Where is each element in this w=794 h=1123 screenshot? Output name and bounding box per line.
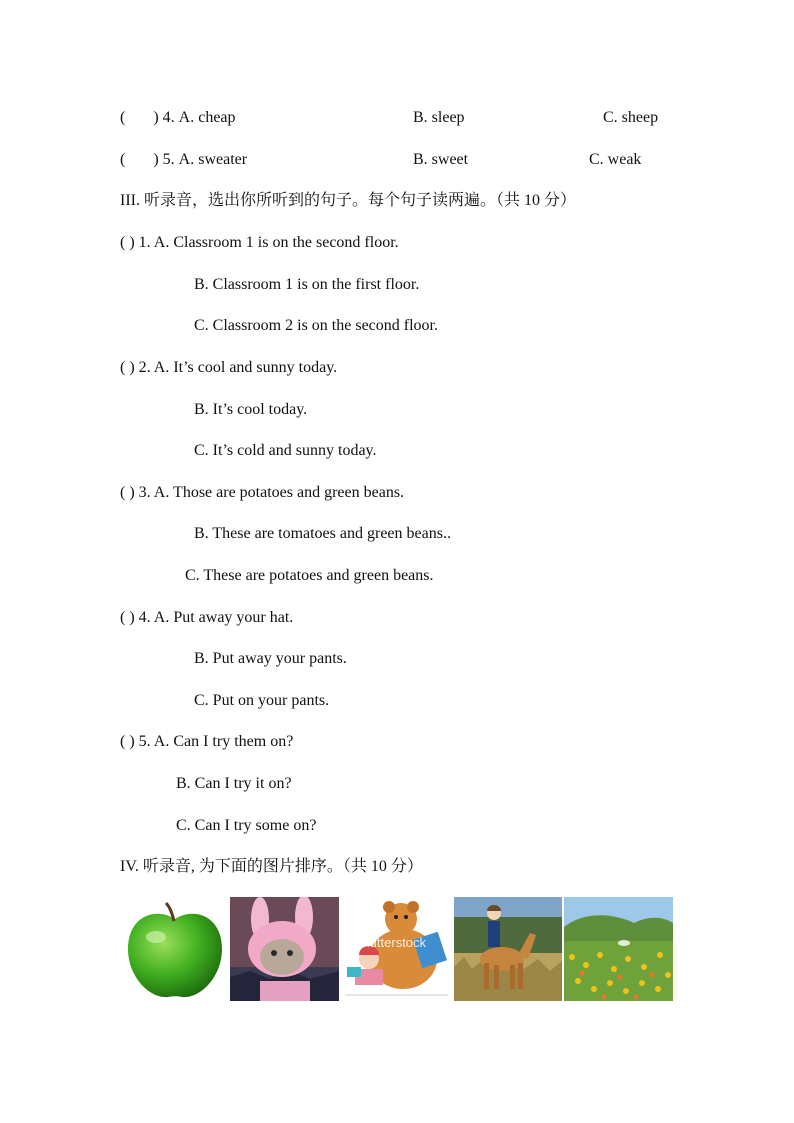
question-3-4-a: ( ) 4. A. Put away your hat. xyxy=(120,609,294,626)
option-a: A. sweater xyxy=(178,151,248,168)
watermark-text: shutterstock xyxy=(355,935,427,950)
question-3-5-b: B. Can I try it on? xyxy=(176,775,292,792)
option-a: A. cheap xyxy=(178,109,236,126)
girl-riding-horse-image xyxy=(454,897,562,1001)
answer-paren: ( xyxy=(120,151,126,168)
section-3-heading: III. 听录音，选出你所听到的句子。每个句子读两遍。（共 10 分） xyxy=(120,192,576,209)
question-3-5-c: C. Can I try some on? xyxy=(176,817,317,834)
bear-reading-with-girl-image xyxy=(341,897,452,1001)
question-3-3-a: ( ) 3. A. Those are potatoes and green beans. xyxy=(120,484,405,501)
question-3-2-a: ( ) 2. A. It’s cool and sunny today. xyxy=(120,359,338,376)
option-c: C. sheep xyxy=(603,109,659,126)
question-number: 4 xyxy=(162,109,171,126)
question-3-4-c: C. Put on your pants. xyxy=(194,692,330,709)
question-2-5: ( ) 5. A. sweater xyxy=(120,151,248,168)
answer-paren: ( xyxy=(120,109,126,126)
question-number: 5 xyxy=(162,151,171,168)
flower-meadow-image xyxy=(564,897,673,1001)
question-3-1-c: C. Classroom 2 is on the second floor. xyxy=(194,317,438,334)
question-3-3-b: B. These are tomatoes and green beans.. xyxy=(194,525,451,542)
question-3-3-c: C. These are potatoes and green beans. xyxy=(185,567,434,584)
question-3-2-c: C. It’s cold and sunny today. xyxy=(194,442,377,459)
question-3-5-a: ( ) 5. A. Can I try them on? xyxy=(120,733,294,750)
question-3-4-b: B. Put away your pants. xyxy=(194,650,347,667)
question-3-1-a: ( ) 1. A. Classroom 1 is on the second floor. xyxy=(120,234,399,251)
apple-image xyxy=(122,897,228,1001)
question-2-4: ( ) 4. A. cheap xyxy=(120,109,236,126)
option-c: C. weak xyxy=(589,151,642,168)
option-b: B. sleep xyxy=(413,109,465,126)
option-b: B. sweet xyxy=(413,151,469,168)
answer-paren-close: ) xyxy=(153,109,159,126)
answer-paren-close: ) xyxy=(153,151,159,168)
question-3-2-b: B. It’s cool today. xyxy=(194,401,308,418)
question-3-1-b: B. Classroom 1 is on the first floor. xyxy=(194,276,420,293)
section-4-heading: IV. 听录音, 为下面的图片排序。（共 10 分） xyxy=(120,858,423,875)
cat-in-bunny-hat-image xyxy=(230,897,339,1001)
